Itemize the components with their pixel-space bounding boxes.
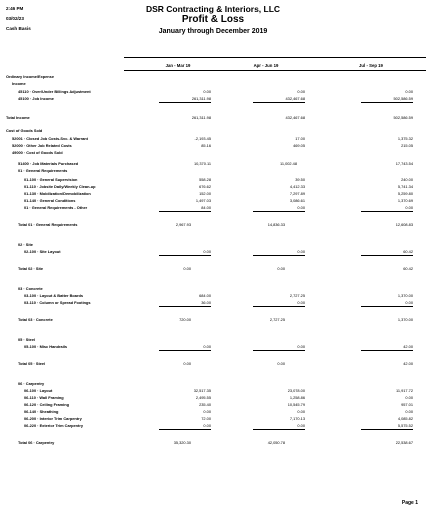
row-value-col2: 10,545.79 xyxy=(287,402,305,407)
row-value-col2: 432,467.68 xyxy=(285,96,305,101)
subtotal-rule xyxy=(159,306,211,307)
column-header-q2: Apr - Jun 19 xyxy=(253,63,279,68)
row-value-col1: 84.00 xyxy=(201,205,211,210)
row-label: 03-100 · Layout & Batter Boards xyxy=(24,293,84,298)
row-value-col1: 684.00 xyxy=(199,293,211,298)
row-label: 06-140 · Sheathing xyxy=(24,409,59,414)
row-value-col3: 0.00 xyxy=(405,300,413,305)
subtotal-rule xyxy=(361,102,413,103)
row-label: 01-140 · General Conditions xyxy=(24,198,76,203)
report-title: Profit & Loss xyxy=(181,14,245,25)
row-value-col2: 1,258.86 xyxy=(289,395,305,400)
row-value-col2: 3,086.61 xyxy=(289,198,305,203)
row-value-col3: 1,370.00 xyxy=(397,317,413,322)
row-label: 49000 · Cost of Goods Sold xyxy=(12,150,63,155)
subtotal-rule xyxy=(253,429,305,430)
row-value-col1: 0.00 xyxy=(183,361,191,366)
row-value-col3: 4,085.82 xyxy=(397,416,413,421)
subtotal-rule xyxy=(253,211,305,212)
row-value-col1: 0.00 xyxy=(203,249,211,254)
row-value-col2: 0.00 xyxy=(297,89,305,94)
row-label: Total 06 · Carpentry xyxy=(18,440,55,445)
row-label: Ordinary Income/Expense xyxy=(6,74,55,79)
company-name: DSR Contracting & Interiors, LLC xyxy=(145,4,281,14)
subtotal-rule xyxy=(159,255,211,256)
row-label: Total 05 · Steel xyxy=(18,361,46,366)
row-value-col1: 85.16 xyxy=(201,143,211,148)
row-value-col3: 1,370.00 xyxy=(397,293,413,298)
row-value-col1: 35,320.30 xyxy=(173,440,191,445)
row-value-col3: 957.01 xyxy=(401,402,413,407)
row-value-col3: 5,259.80 xyxy=(397,191,413,196)
row-value-col1: 32,517.35 xyxy=(193,388,211,393)
row-label: 06-200 · Interior Trim Carpentry xyxy=(24,416,82,421)
report-basis: Cash Basis xyxy=(6,26,31,31)
row-value-col1: 2,495.55 xyxy=(195,395,211,400)
header-bottom-rule xyxy=(124,70,426,71)
row-value-col2: 42,050.78 xyxy=(267,440,285,445)
report-date: 03/02/23 xyxy=(6,16,24,21)
row-value-col1: 0.00 xyxy=(203,423,211,428)
subtotal-rule xyxy=(159,102,211,103)
row-value-col2: 14,836.33 xyxy=(267,222,285,227)
row-value-col2: 0.00 xyxy=(297,409,305,414)
row-label: 06-110 · Wall Framing xyxy=(24,395,64,400)
row-value-col1: 0.00 xyxy=(183,266,191,271)
row-value-col2: 23,078.00 xyxy=(287,388,305,393)
row-value-col3: 17,743.54 xyxy=(395,161,413,166)
row-label: 06 · Carpentry xyxy=(18,381,45,386)
subtotal-rule xyxy=(361,306,413,307)
row-value-col3: 0.00 xyxy=(405,205,413,210)
row-label: 45110 · Over/Under Billings Adjustment xyxy=(18,89,91,94)
row-label: 01-130 · Mobilization/Demobilization xyxy=(24,191,91,196)
report-time: 2:46 PM xyxy=(6,6,24,11)
row-value-col1: 720.00 xyxy=(179,317,191,322)
row-value-col1: 152.00 xyxy=(199,191,211,196)
subtotal-rule xyxy=(361,429,413,430)
row-label: 06-100 · Layout xyxy=(24,388,53,393)
subtotal-rule xyxy=(361,211,413,212)
page-number: Page 1 xyxy=(401,500,418,506)
row-label: 01-100 · General Supervision xyxy=(24,177,78,182)
subtotal-rule xyxy=(159,350,211,351)
subtotal-rule xyxy=(253,102,305,103)
row-value-col3: 215.05 xyxy=(401,143,413,148)
row-label: Total Income xyxy=(6,115,30,120)
header-top-rule xyxy=(124,57,426,58)
subtotal-rule xyxy=(253,255,305,256)
row-value-col3: 60.42 xyxy=(403,249,413,254)
row-value-col2: 2,727.25 xyxy=(269,317,285,322)
row-label: Total 01 · General Requirements xyxy=(18,222,78,227)
row-label: 01 · General Requirements - Other xyxy=(24,205,88,210)
row-value-col3: 0.00 xyxy=(405,409,413,414)
row-value-col3: 0.00 xyxy=(405,89,413,94)
row-label: 52000 · Other Job Related Costs xyxy=(12,143,72,148)
row-value-col2: 2,727.25 xyxy=(289,293,305,298)
row-label: 03 · Concrete xyxy=(18,286,43,291)
row-value-col2: 0.00 xyxy=(297,300,305,305)
subtotal-rule xyxy=(159,211,211,212)
row-value-col3: 502,586.59 xyxy=(393,96,413,101)
row-label: 03-110 · Column or Spread Footings xyxy=(24,300,91,305)
row-label: 06-220 · Exterior Trim Carpentry xyxy=(24,423,84,428)
row-value-col3: 1,375.32 xyxy=(397,136,413,141)
row-label: 06-120 · Ceiling Framing xyxy=(24,402,69,407)
row-value-col2: 0.00 xyxy=(297,423,305,428)
row-label: 05 · Steel xyxy=(18,337,36,342)
row-label: 52001 · Closed Job Costs-Svc. & Warrant xyxy=(12,136,88,141)
column-header-q3: Jul - Sep 19 xyxy=(359,63,383,68)
row-value-col3: 5,575.52 xyxy=(397,423,413,428)
row-value-col1: -2,193.45 xyxy=(194,136,211,141)
subtotal-rule xyxy=(253,350,305,351)
row-label: 45100 · Job Income xyxy=(18,96,54,101)
row-value-col3: 42.00 xyxy=(403,361,413,366)
row-label: Total 03 · Concrete xyxy=(18,317,53,322)
row-value-col2: 4,412.33 xyxy=(289,184,305,189)
row-value-col3: 5,741.34 xyxy=(397,184,413,189)
row-value-col1: 2,967.93 xyxy=(175,222,191,227)
row-value-col2: 432,467.68 xyxy=(285,115,305,120)
row-label: Total 02 · Site xyxy=(18,266,44,271)
row-value-col3: 60.42 xyxy=(403,266,413,271)
row-label: Cost of Goods Sold xyxy=(6,128,43,133)
row-label: 01-110 · Jobsite Daily/Weekly Clean-up xyxy=(24,184,96,189)
row-value-col1: 1,497.03 xyxy=(195,198,211,203)
row-value-col3: 1,370.69 xyxy=(397,198,413,203)
row-value-col2: 7,297.89 xyxy=(289,191,305,196)
row-label: 05-100 · Misc Handrails xyxy=(24,344,68,349)
row-value-col1: 676.62 xyxy=(199,184,211,189)
row-value-col1: 0.00 xyxy=(203,409,211,414)
row-value-col2: 0.00 xyxy=(277,361,285,366)
row-label: Income xyxy=(12,81,26,86)
row-value-col1: 36.00 xyxy=(201,300,211,305)
row-value-col3: 0.00 xyxy=(405,395,413,400)
row-value-col3: 240.00 xyxy=(401,177,413,182)
row-value-col1: 558.28 xyxy=(199,177,211,182)
row-value-col1: 10,370.11 xyxy=(193,161,211,166)
row-value-col1: 0.00 xyxy=(203,89,211,94)
row-label: 02 · Site xyxy=(18,242,33,247)
row-value-col1: 261,311.98 xyxy=(191,115,211,120)
row-value-col3: 42.00 xyxy=(403,344,413,349)
row-value-col2: 11,002.48 xyxy=(279,161,297,166)
row-value-col3: 502,586.59 xyxy=(393,115,413,120)
row-value-col2: 17.00 xyxy=(295,136,305,141)
report-period: January through December 2019 xyxy=(158,28,268,35)
row-value-col1: 261,311.98 xyxy=(191,96,211,101)
row-value-col2: 0.00 xyxy=(297,249,305,254)
row-value-col2: 469.05 xyxy=(293,143,305,148)
subtotal-rule xyxy=(361,350,413,351)
row-value-col3: 12,608.83 xyxy=(395,222,413,227)
subtotal-rule xyxy=(159,429,211,430)
row-value-col1: 72.00 xyxy=(201,416,211,421)
row-label: 02-100 · Site Layout xyxy=(24,249,61,254)
row-value-col2: 39.50 xyxy=(295,177,305,182)
row-label: 01 · General Requirements xyxy=(18,168,68,173)
row-value-col2: 7,170.13 xyxy=(289,416,305,421)
subtotal-rule xyxy=(361,255,413,256)
row-value-col1: 0.00 xyxy=(203,344,211,349)
row-value-col2: 0.00 xyxy=(277,266,285,271)
row-value-col2: 0.00 xyxy=(297,205,305,210)
row-value-col2: 0.00 xyxy=(297,344,305,349)
row-value-col3: 22,538.67 xyxy=(395,440,413,445)
row-value-col1: 235.40 xyxy=(199,402,211,407)
row-label: 51400 · Job Materials Purchased xyxy=(18,161,79,166)
column-header-q1: Jan - Mar 19 xyxy=(165,63,191,68)
subtotal-rule xyxy=(253,306,305,307)
row-value-col3: 11,917.72 xyxy=(395,388,413,393)
